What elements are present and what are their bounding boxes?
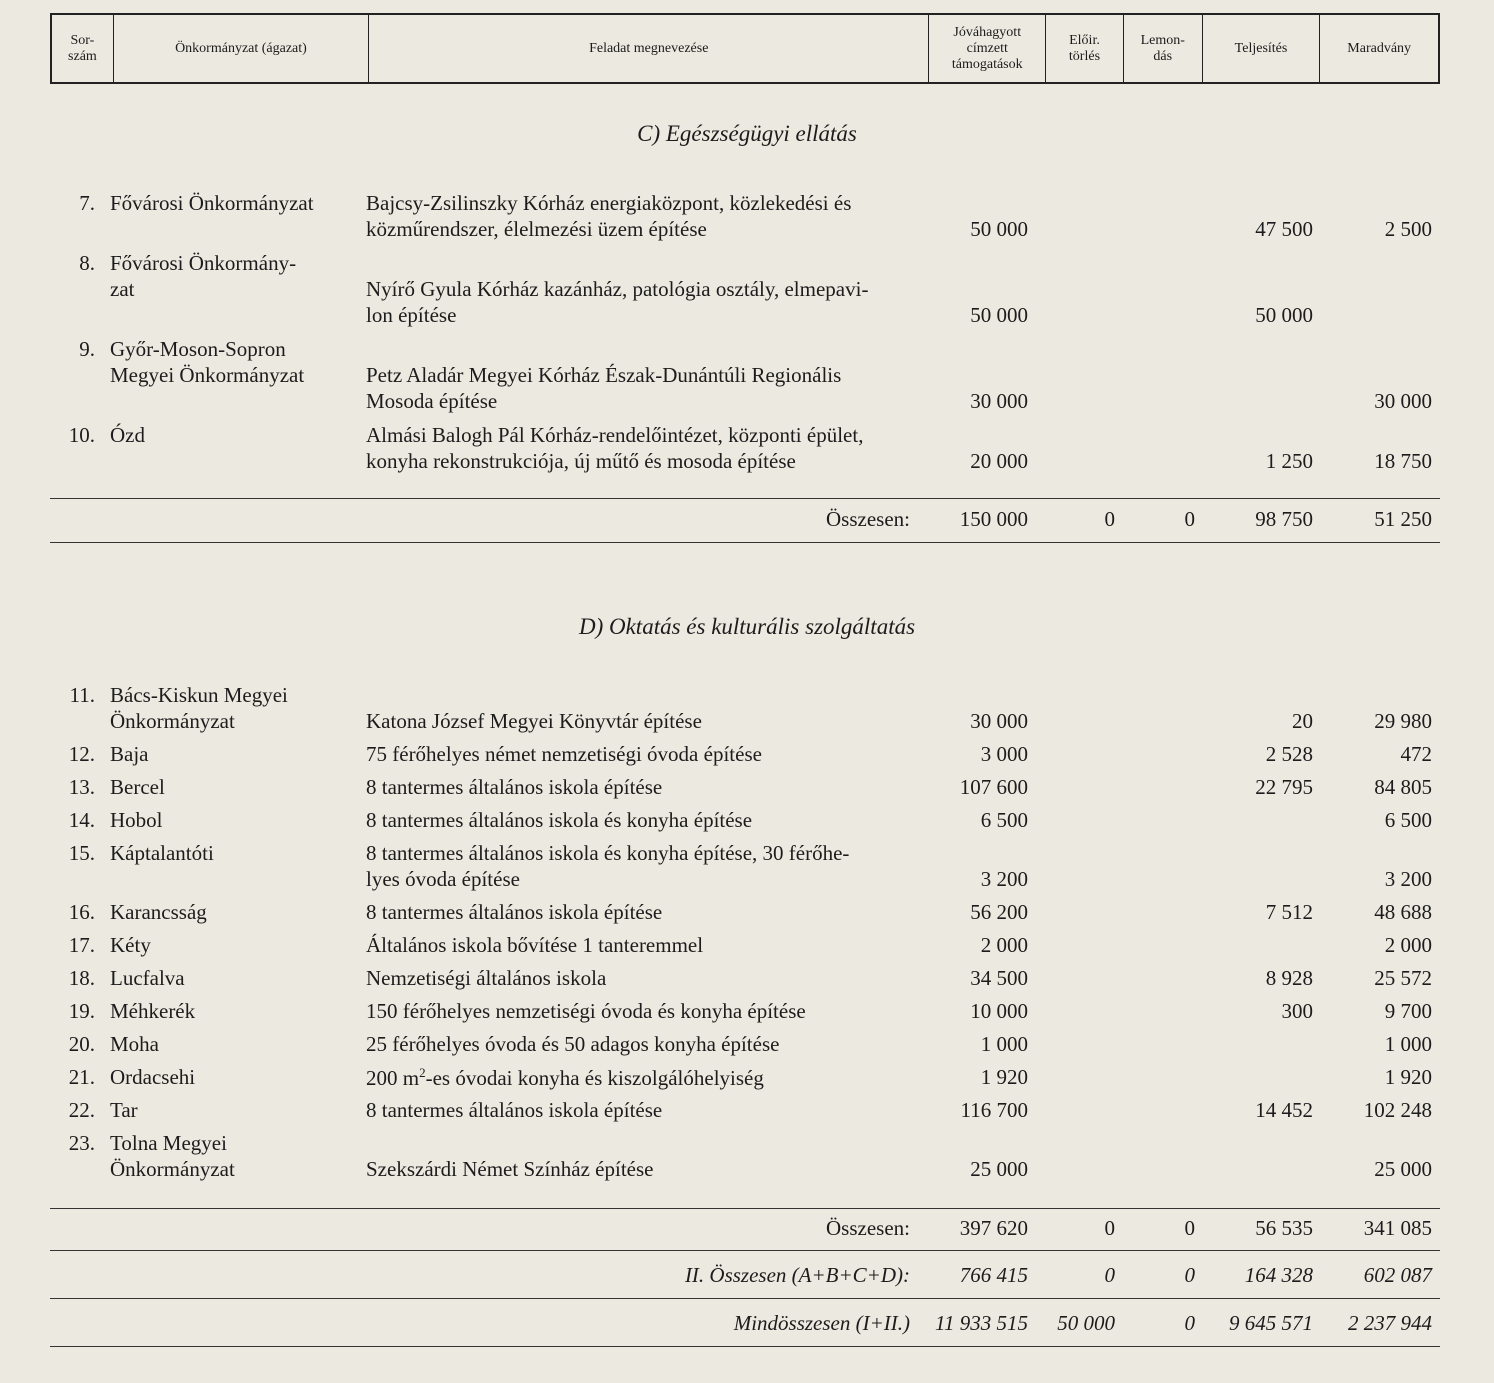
row-task: Petz Aladár Megyei Kórház Észak-Dunántúli Regionális: [366, 363, 842, 387]
grand-total-maradvany: 2 237 944: [1348, 1311, 1432, 1335]
total-ii-maradvany: 602 087: [1363, 1263, 1432, 1287]
row-task: Katona József Megyei Könyvtár építése: [366, 709, 702, 733]
row-amount: 30 000: [970, 389, 1028, 413]
row-name: Önkormányzat: [110, 1157, 235, 1181]
divider: [50, 542, 1440, 543]
total-row: [0, 507, 1494, 537]
grand-total-teljesites: 9 645 571: [1229, 1311, 1313, 1335]
row-amount: 56 200: [970, 900, 1028, 924]
row-number: 12.: [68, 742, 95, 766]
row-amount: 3 200: [980, 867, 1028, 891]
row-task: 8 tantermes általános iskola és konyha építése, 30 férőhe-: [366, 841, 850, 865]
row-amount: 116 700: [960, 1098, 1028, 1122]
total-maradvany: 341 085: [1363, 1216, 1432, 1240]
row-number: 21.: [68, 1065, 95, 1089]
row-task: 25 férőhelyes óvoda és 50 adagos konyha építése: [366, 1032, 780, 1056]
row-maradvany: 472: [1400, 742, 1432, 766]
total-row-ii: [0, 1263, 1494, 1293]
row-task: 8 tantermes általános iskola építése: [366, 900, 663, 924]
total-ii-eloir-torles: 0: [1104, 1263, 1115, 1287]
row-amount: 6 500: [980, 808, 1028, 832]
row-name: Tolna Megyei: [110, 1131, 227, 1155]
row-task: közműrendszer, élelmezési üzem építése: [366, 217, 707, 241]
row-maradvany: 102 248: [1363, 1098, 1432, 1122]
row-task: lon építése: [366, 303, 457, 327]
row-number: 17.: [68, 933, 95, 957]
row-task: Nemzetiségi általános iskola: [366, 966, 607, 990]
row-name: Baja: [110, 742, 149, 766]
total-lemondas: 0: [1184, 1216, 1195, 1240]
row-teljesites: 47 500: [1255, 217, 1313, 241]
row-task: Almási Balogh Pál Kórház-rendelőintézet, központi épület,: [366, 423, 864, 447]
grand-total-eloir-torles: 50 000: [1057, 1311, 1115, 1335]
row-number: 9.: [79, 337, 95, 361]
row-teljesites: 7 512: [1265, 900, 1313, 924]
row-task: konyha rekonstrukciója, új műtő és mosoda építése: [366, 449, 796, 473]
row-amount: 30 000: [970, 709, 1028, 733]
row-name: Győr-Moson-Sopron: [110, 337, 286, 361]
table-row: [0, 775, 1494, 805]
row-name: zat: [110, 277, 135, 301]
row-name: Hobol: [110, 808, 163, 832]
header-lemondas: Lemon- dás: [1124, 15, 1203, 82]
row-maradvany: 84 805: [1374, 775, 1432, 799]
row-name: Moha: [110, 1032, 159, 1056]
total-ii-label: II. Összesen (A+B+C+D):: [684, 1263, 910, 1287]
row-teljesites: 50 000: [1255, 303, 1313, 327]
table-row: [0, 742, 1494, 772]
total-label: Összesen:: [826, 1216, 910, 1240]
row-teljesites: 1 250: [1265, 449, 1313, 473]
section-title-d: D) Oktatás és kulturális szolgáltatás: [578, 614, 916, 639]
row-teljesites: 20: [1292, 709, 1313, 733]
table-row: [0, 1032, 1494, 1062]
row-name: Méhkerék: [110, 999, 196, 1023]
row-amount: 34 500: [970, 966, 1028, 990]
header-feladat: Feladat megnevezése: [369, 15, 929, 82]
table-row: [0, 966, 1494, 996]
header-teljesites: Teljesítés: [1203, 15, 1321, 82]
row-amount: 50 000: [970, 303, 1028, 327]
total-eloir-torles: 0: [1104, 507, 1115, 531]
row-task: 8 tantermes általános iskola és konyha építése: [366, 808, 753, 832]
table-row: [0, 303, 1494, 333]
row-number: 10.: [68, 423, 95, 447]
total-amount: 150 000: [959, 507, 1028, 531]
table-row: [0, 808, 1494, 838]
row-maradvany: 9 700: [1384, 999, 1432, 1023]
row-number: 14.: [68, 808, 95, 832]
row-maradvany: 6 500: [1384, 808, 1432, 832]
row-name: Karancsság: [110, 900, 207, 924]
row-number: 11.: [69, 683, 95, 707]
row-maradvany: 2 000: [1384, 933, 1432, 957]
table-row: [0, 867, 1494, 897]
header-sorszam: Sor- szám: [52, 15, 114, 82]
total-lemondas: 0: [1184, 507, 1195, 531]
row-amount: 25 000: [970, 1157, 1028, 1181]
row-amount: 2 000: [980, 933, 1028, 957]
row-teljesites: 8 928: [1265, 966, 1313, 990]
row-amount: 3 000: [980, 742, 1028, 766]
row-number: 19.: [68, 999, 95, 1023]
table-header: [50, 13, 1440, 84]
row-name: Káptalantóti: [110, 841, 214, 865]
table-row: [0, 217, 1494, 247]
table-row: [0, 1157, 1494, 1187]
total-eloir-torles: 0: [1104, 1216, 1115, 1240]
header-onkormanyzat: Önkormányzat (ágazat): [114, 15, 369, 82]
row-maradvany: 30 000: [1374, 389, 1432, 413]
row-number: 18.: [68, 966, 95, 990]
row-number: 8.: [79, 251, 95, 275]
total-amount: 397 620: [959, 1216, 1028, 1240]
table-row: [0, 709, 1494, 739]
total-row: [0, 1216, 1494, 1246]
row-name: Önkormányzat: [110, 709, 235, 733]
row-number: 23.: [68, 1131, 95, 1155]
row-task: Általános iskola bővítése 1 tanteremmel: [366, 933, 704, 957]
row-amount: 20 000: [970, 449, 1028, 473]
divider: [50, 498, 1440, 499]
row-amount: 1 920: [980, 1065, 1028, 1089]
divider: [50, 1346, 1440, 1347]
row-name: Ózd: [110, 423, 145, 447]
row-task: Nyírő Gyula Kórház kazánház, patológia osztály, elmepavi-: [366, 277, 869, 301]
table-row: [0, 389, 1494, 419]
total-teljesites: 56 535: [1255, 1216, 1313, 1240]
header-eloir-torles: Előir. törlés: [1046, 15, 1124, 82]
row-number: 22.: [68, 1098, 95, 1122]
row-teljesites: 2 528: [1265, 742, 1313, 766]
row-maradvany: 18 750: [1374, 449, 1432, 473]
row-task: 150 férőhelyes nemzetiségi óvoda és konyha építése: [366, 999, 806, 1023]
table-row: [0, 933, 1494, 963]
row-maradvany: 1 000: [1384, 1032, 1432, 1056]
grand-total-label: Mindösszesen (I+II.): [733, 1311, 910, 1335]
header-jovahagyott: Jóváhagyott címzett támogatások: [929, 15, 1046, 82]
row-task: lyes óvoda építése: [366, 867, 520, 891]
row-task: Szekszárdi Német Színház építése: [366, 1157, 654, 1181]
row-name: Bercel: [110, 775, 165, 799]
table-row: [0, 900, 1494, 930]
row-maradvany: 29 980: [1374, 709, 1432, 733]
row-maradvany: 25 572: [1374, 966, 1432, 990]
total-ii-lemondas: 0: [1184, 1263, 1195, 1287]
table-row: [0, 1098, 1494, 1128]
divider: [50, 1208, 1440, 1209]
table-row: [0, 999, 1494, 1029]
row-task: 8 tantermes általános iskola építése: [366, 1098, 663, 1122]
row-maradvany: 25 000: [1374, 1157, 1432, 1181]
row-maradvany: 1 920: [1384, 1065, 1432, 1089]
row-number: 20.: [68, 1032, 95, 1056]
row-name: Bács-Kiskun Megyei: [110, 683, 288, 707]
row-maradvany: 48 688: [1374, 900, 1432, 924]
row-name: Kéty: [110, 933, 151, 957]
row-number: 7.: [79, 191, 95, 215]
row-name: Megyei Önkormányzat: [110, 363, 305, 387]
row-task: Mosoda építése: [366, 389, 498, 413]
section-title-c: C) Egészségügyi ellátás: [637, 121, 857, 146]
divider: [50, 1298, 1440, 1299]
row-task: 200 $m^2-es$ óvodai konyha és kiszolgálóhelyiség: [366, 1065, 764, 1090]
table-row: [0, 1065, 1494, 1095]
row-teljesites: 22 795: [1255, 775, 1313, 799]
row-number: 16.: [68, 900, 95, 924]
row-amount: 10 000: [970, 999, 1028, 1023]
row-number: 13.: [68, 775, 95, 799]
row-teljesites: 14 452: [1255, 1098, 1313, 1122]
row-maradvany: 3 200: [1384, 867, 1432, 891]
divider: [50, 1250, 1440, 1251]
row-name: Fővárosi Önkormányzat: [110, 191, 314, 215]
table-row: [0, 449, 1494, 479]
row-amount: 1 000: [980, 1032, 1028, 1056]
total-label: Összesen:: [826, 507, 910, 531]
grand-total-row: [0, 1311, 1494, 1341]
total-ii-amount: 766 415: [959, 1263, 1028, 1287]
row-name: Ordacsehi: [110, 1065, 196, 1089]
total-teljesites: 98 750: [1255, 507, 1313, 531]
row-maradvany: 2 500: [1384, 217, 1432, 241]
row-task: 75 férőhelyes német nemzetiségi óvoda építése: [366, 742, 762, 766]
row-amount: 107 600: [959, 775, 1028, 799]
row-name: Lucfalva: [110, 966, 185, 990]
row-name: Tar: [110, 1098, 138, 1122]
row-amount: 50 000: [970, 217, 1028, 241]
row-task: 8 tantermes általános iskola építése: [366, 775, 663, 799]
row-task: Bajcsy-Zsilinszky Kórház energiaközpont, közlekedési és: [366, 191, 852, 215]
header-maradvany: Maradvány: [1347, 40, 1412, 56]
grand-total-amount: 11 933 515: [935, 1311, 1028, 1335]
row-teljesites: 300: [1281, 999, 1313, 1023]
row-number: 15.: [68, 841, 95, 865]
row-name: Fővárosi Önkormány-: [110, 251, 297, 275]
total-maradvany: 51 250: [1374, 507, 1432, 531]
grand-total-lemondas: 0: [1184, 1311, 1195, 1335]
total-ii-teljesites: 164 328: [1244, 1263, 1313, 1287]
